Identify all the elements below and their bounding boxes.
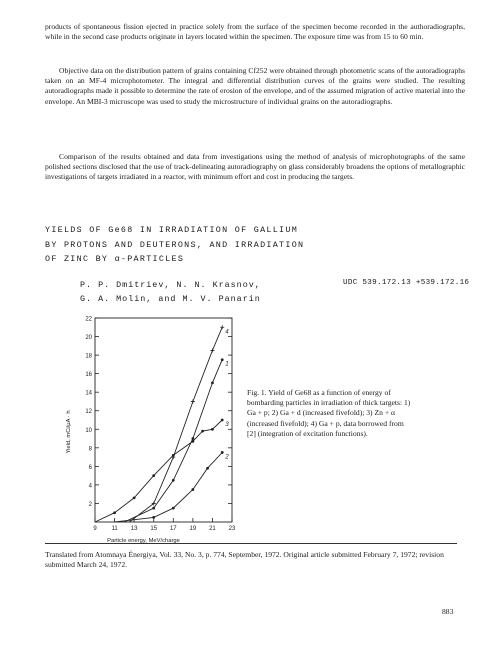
- title-line-2: BY PROTONS AND DEUTERONS, AND IRRADIATION: [45, 239, 305, 250]
- page-number: 883: [442, 607, 454, 616]
- y-tick-label: 16: [85, 372, 92, 379]
- authors: [80, 279, 261, 306]
- series-4-point: [220, 325, 224, 329]
- authors-line-2: G. A. Molin, and M. V. Panarin: [80, 293, 261, 304]
- title-line-3: OF ZINC BY α-PARTICLES: [45, 254, 185, 264]
- series-1-line: [124, 360, 222, 522]
- x-tick-label: 23: [228, 526, 236, 532]
- x-tick-label: 21: [209, 526, 216, 532]
- x-tick-label: 13: [130, 526, 138, 532]
- series-4-line: [129, 327, 222, 522]
- series-3-label: 3: [225, 421, 229, 428]
- series-3-point: [221, 419, 224, 422]
- series-2-point: [172, 507, 175, 510]
- authors-line-1: P. P. Dmitriev, N. N. Krasnov,: [80, 280, 261, 290]
- series-1-point: [221, 358, 224, 361]
- y-tick-label: 8: [88, 446, 92, 453]
- series-1-point: [211, 382, 214, 385]
- x-tick-label: 19: [189, 526, 197, 532]
- article-title: [45, 223, 465, 267]
- series-2-point: [152, 516, 155, 519]
- x-tick-label: 15: [150, 526, 158, 532]
- x-axis-label: Particle energy, MeV/charge: [107, 538, 180, 544]
- series-1-point: [191, 437, 194, 440]
- y-axis-label: Yield, mCi/μA · h: [66, 410, 72, 454]
- y-tick-label: 22: [85, 316, 92, 323]
- series-3-point: [133, 496, 136, 499]
- series-3-point: [152, 474, 155, 477]
- paragraph-3: Comparison of the results obtained and data from investigations using the method of analysis of microphotographs of the same polished sections disclosed that the use of track-delineating autoradiography on glass considerably broadens the options of metallographic investigations of targets irradiated in a reactor, with minimum effort and cost in producing the targets.: [45, 152, 465, 182]
- figure-caption: Fig. 1. Yield of Ge68 as a function of energy of bombarding particles in irradiation of thick targets: 1) Ga + p; 2) Ga + d (increased fivefold); 3) Zn + α (increased fivefold); 4) Ga + p, data borrowed from [2] (integration of excitation functions).: [247, 388, 411, 438]
- series-1-point: [172, 479, 175, 482]
- series-4-point: [191, 399, 195, 403]
- y-tick-label: 20: [85, 335, 92, 342]
- y-tick-label: 14: [85, 390, 92, 397]
- x-tick-label: 11: [111, 526, 118, 532]
- series-3-line: [95, 420, 222, 522]
- series-3-point: [191, 440, 194, 443]
- series-4-label: 4: [225, 328, 229, 336]
- y-tick-label: 18: [85, 353, 92, 360]
- x-tick-label: 17: [169, 526, 177, 532]
- y-tick-label: 2: [88, 501, 92, 508]
- series-3-point: [113, 511, 116, 514]
- yield-chart: [60, 310, 250, 546]
- series-2-point: [206, 467, 209, 470]
- translation-footnote: Translated from Atomnaya Énergiya, Vol. 33, No. 3, p. 774, September, 1972. Original article submitted February 7, 1972; revision submitted March 24, 1972.: [45, 550, 444, 570]
- series-2-label: 2: [225, 453, 229, 461]
- series-3-point: [201, 430, 204, 433]
- plot-frame: [95, 318, 232, 522]
- y-tick-label: 12: [85, 409, 92, 416]
- series-4-point: [210, 348, 214, 352]
- paragraph-2: Objective data on the distribution pattern of grains containing Cf252 were obtained through photometric scans of the autoradiographs taken on an MF-4 microphotometer. The integral and differential distribution curves of the grains were studied. The resulting autoradiographs made it possible to determine the rate of erosion of the envelope, and of the assumed migration of active material into the envelope. An MBI-3 microscope was used to study the microstructure of individual grains on the autoradiographs.: [45, 66, 465, 106]
- udc-code: UDC 539.172.13 +539.172.16: [343, 279, 470, 287]
- footnote-rule: [45, 543, 457, 544]
- y-tick-label: 4: [88, 483, 92, 490]
- series-4-point: [171, 455, 175, 459]
- series-2-point: [191, 488, 194, 491]
- y-tick-label: 10: [85, 427, 92, 434]
- y-tick-label: 6: [88, 464, 92, 471]
- series-1-label: 1: [225, 360, 229, 368]
- x-tick-label: 9: [93, 526, 97, 532]
- series-2-point: [221, 451, 224, 454]
- series-3-point: [211, 428, 214, 431]
- paragraph-1: products of spontaneous fission ejected in practice solely from the surface of the specimen become recorded in the authoradiographs, while in the second case products originate in layers located within the specimen. The exposure time was from 15 to 60 min.: [45, 22, 465, 42]
- title-line-1: YIELDS OF Ge68 IN IRRADIATION OF GALLIUM: [45, 225, 299, 235]
- series-1-point: [152, 507, 155, 510]
